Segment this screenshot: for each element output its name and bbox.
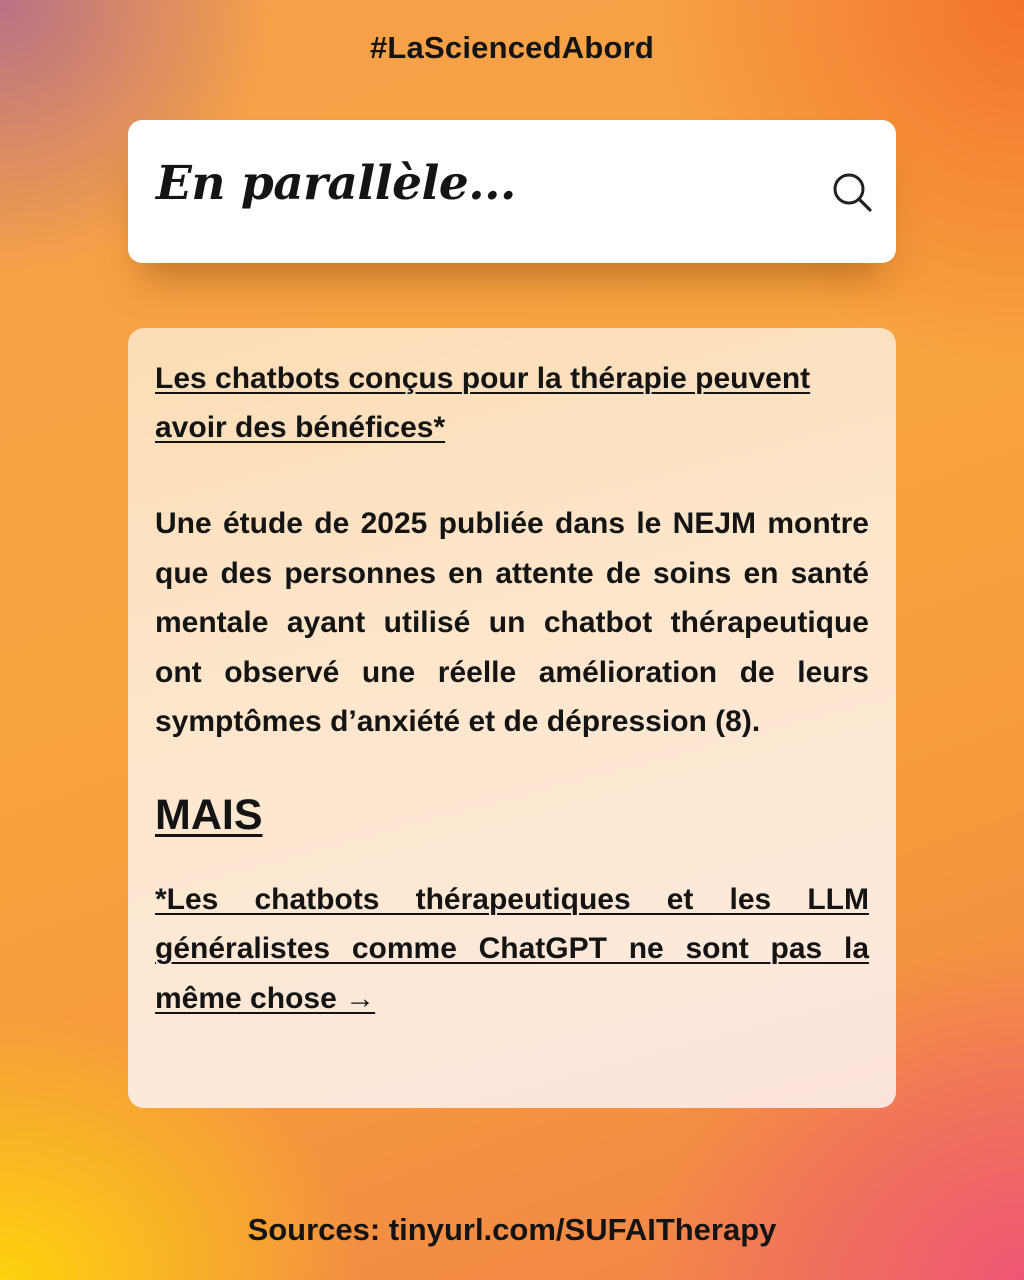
card-heading: Les chatbots conçus pour la thérapie peuvent avoir des bénéfices* xyxy=(155,362,811,444)
card-body: Une étude de 2025 publiée dans le NEJM montre que des personnes en attente de soins en santé mentale ayant utilisé un chatbot thérapeutique ont observé une réelle amélioration de leurs symptômes d’anxiété et de dépression (8). xyxy=(155,507,869,738)
footnote-link[interactable]: *Les chatbots thérapeutiques et les LLM généralistes comme ChatGPT ne sont pas la même chose → xyxy=(155,882,869,1015)
search-title: En parallèle... xyxy=(156,156,516,211)
sources-footer: Sources: tinyurl.com/SUFAITherapy xyxy=(247,1212,777,1247)
content-card xyxy=(128,328,896,1108)
search-bar[interactable] xyxy=(128,120,896,263)
search-icon[interactable] xyxy=(830,170,874,214)
hashtag-header: #LaSciencedAbord xyxy=(369,30,654,65)
emphasis-mais: MAIS xyxy=(155,790,263,839)
